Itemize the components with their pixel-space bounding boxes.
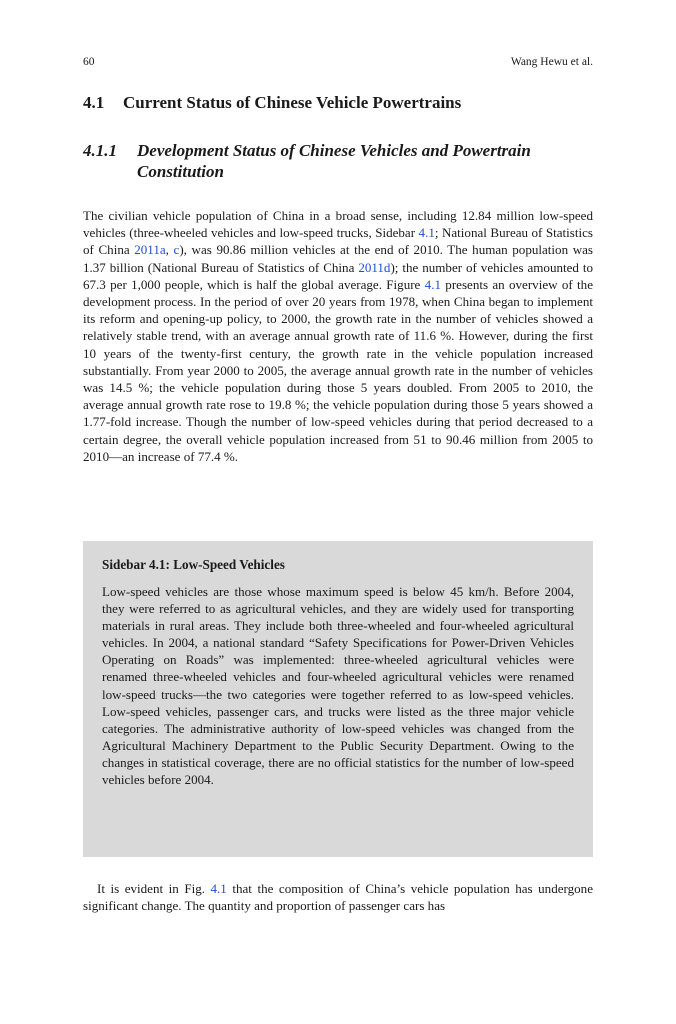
section-number: 4.1 — [83, 93, 105, 112]
figure-reference-link[interactable]: 4.1 — [210, 881, 227, 896]
paragraph-text: It is evident in Fig. — [97, 881, 211, 896]
sidebar-title: Sidebar 4.1: Low-Speed Vehicles — [102, 557, 285, 572]
citation-link-2011d[interactable]: 2011d — [358, 259, 391, 275]
body-paragraph-2 — [83, 880, 593, 914]
paragraph-text: ; National Bureau of Statistics of China — [83, 225, 593, 258]
section-title: Current Status of Chinese Vehicle Powertrains — [123, 93, 462, 112]
page-number: 60 — [83, 56, 95, 68]
sidebar-text: Low-speed vehicles are those whose maximum speed is below 45 km/h. Before 2004, they were referred to as agricultural vehicles, and they are widely used for transporting materials in rural areas. They include both three-wheeled and four-wheeled agricultural vehicles. In 2004, a national standard “Safety Specifications for Power-Driven Vehicles Operating on Roads” was implemented: three-wheeled agricultural vehicles were renamed three-wheeled vehicles and four-wheeled agricultural vehicles were renamed low-speed trucks—the two categories were together referred to as low-speed vehicles. Low-speed vehicles, passenger cars, and trucks were listed as the three major vehicle categories. The administrative authority of low-speed vehicles was changed from the Agricultural Machinery Department to the Public Security Department. Owing to the changes in statistical coverage, there are no official statistics for the number of low-speed vehicles before 2004. — [102, 584, 574, 788]
paragraph-text: ); the number of vehicles amounted to 67.3 per 1,000 people, which is half the global average. Figure — [83, 259, 594, 292]
paragraph-text: that the composition of China’s vehicle population has undergone significant change. The quantity and proportion of passenger cars has — [83, 881, 593, 914]
citation-link-2011a[interactable]: 2011a — [134, 242, 166, 258]
section-heading — [83, 93, 461, 113]
subsection-title: Development Status of Chinese Vehicles and Powertrain Constitution — [137, 141, 531, 181]
body-paragraph-1 — [83, 207, 593, 465]
running-head-author: Wang Hewu et al. — [510, 56, 593, 68]
citation-link-2011c[interactable]: c — [173, 242, 180, 258]
sidebar-reference-link[interactable]: 4.1 — [418, 225, 435, 241]
paragraph-text: ), was 90.86 million vehicles at the end of 2010. The human population was 1.37 billion (National Bureau of Statistics of China — [83, 242, 593, 275]
paragraph-text: , — [165, 242, 174, 258]
subsection-heading — [83, 140, 593, 182]
sidebar-box — [83, 541, 593, 857]
paragraph-text: presents an overview of the development process. In the period of over 20 years from 1978, when China began to implement its reform and opening-up policy, to 2000, the growth rate in the number of vehicles showed a relatively stable trend, with an average annual growth rate of 11.6 %. However, during the first 10 years of the twenty-first century, the growth rate in the vehicle population increased substantially. From year 2000 to 2005, the average annual growth rate in the number of vehicles was 14.5 %; the vehicle population during those 5 years doubled. From 2005 to 2010, the average annual growth rate rose to 19.8 %; the vehicle population during those 5 years showed a 1.77-fold increase. Though the number of low-speed vehicles during that period decreased to a certain degree, the overall vehicle population increased from 51 to 90.46 million from 2005 to 2010—an increase of 77.4 %. — [83, 276, 593, 464]
paragraph-text: The civilian vehicle population of China in a broad sense, including 12.84 million low-speed vehicles (three-wheeled vehicles and low-speed trucks, Sidebar — [83, 208, 593, 241]
figure-reference-link[interactable]: 4.1 — [424, 276, 441, 292]
subsection-number: 4.1.1 — [83, 141, 117, 160]
